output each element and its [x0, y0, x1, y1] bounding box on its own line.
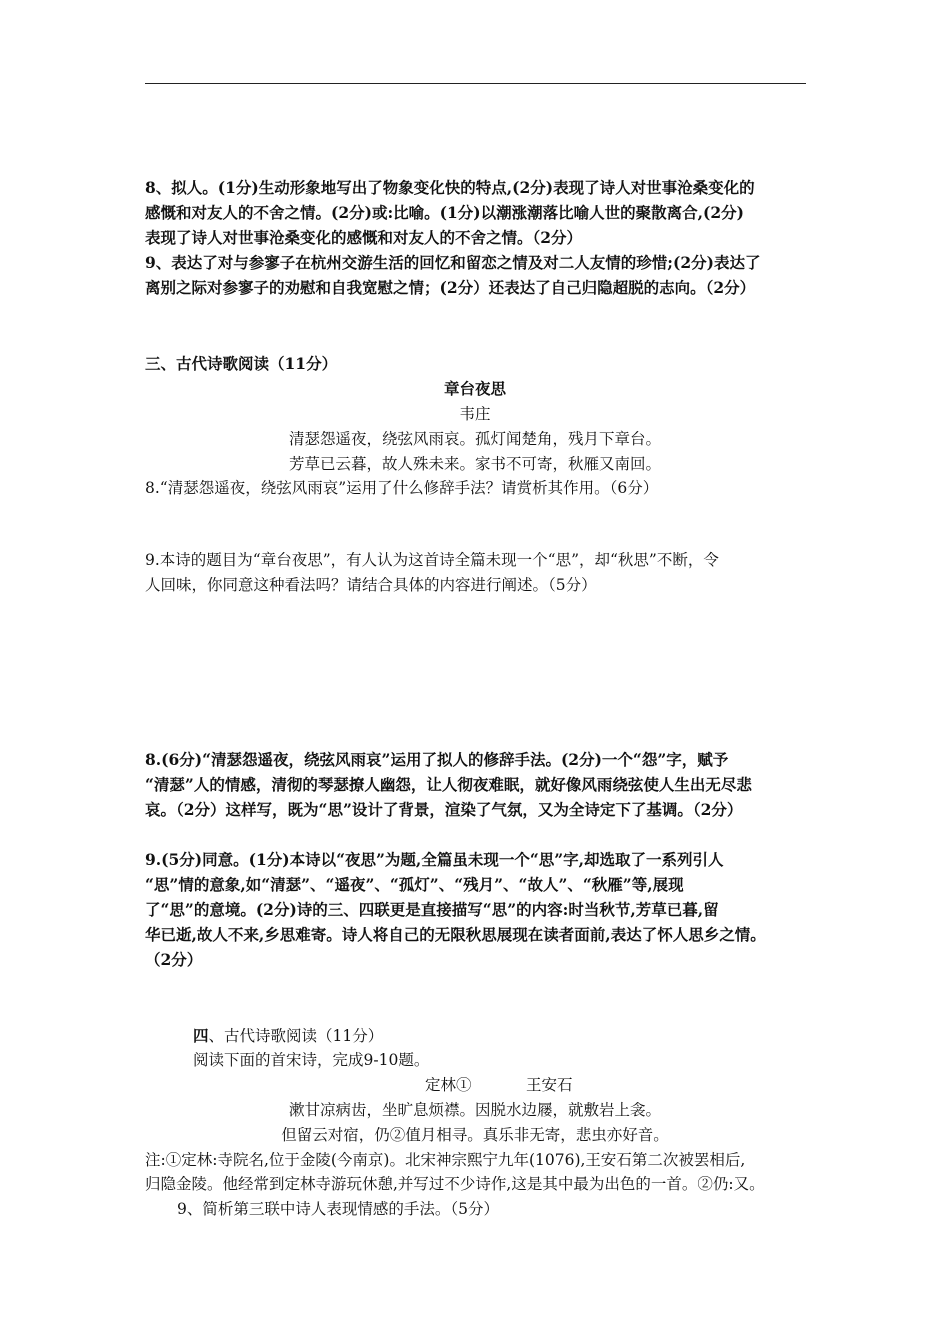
- question-9-line-1: 9.本诗的题目为“章台夜思”，有人认为这首诗全篇未现一个“思”，却“秋思”不断，令: [145, 551, 719, 569]
- answer-8-line-1: 8、拟人。(1分)生动形象地写出了物象变化快的特点,(2分)表现了诗人对世事沧桑变化的: [145, 178, 755, 197]
- poem-2-line-1: 漱甘凉病齿，坐旷息烦襟。因脱水边屦，就敷岩上衾。: [288, 1101, 661, 1119]
- answer-9-detail-line-5: （2分）: [145, 950, 203, 969]
- poem-line-2: 芳草已云暮，故人殊未来。家书不可寄，秋雁又南回。: [288, 455, 661, 473]
- poem-2-author: 王安石: [526, 1076, 573, 1094]
- answer-8-line-3: 表现了诗人对世事沧桑变化的感慨和对友人的不舍之情。（2分）: [145, 228, 583, 247]
- poem-2-line-2: 但留云对宿，仍②值月相寻。真乐非无寄，悲虫亦好音。: [281, 1126, 669, 1144]
- section-4-question-9: 9、简析第三联中诗人表现情感的手法。（5分）: [177, 1200, 499, 1218]
- answer-9-line-2: 离别之际对参寥子的劝慰和自我宽慰之情；(2分）还表达了自己归隐超脱的志向。（2分）: [145, 278, 756, 297]
- section-4-number: 四: [193, 1026, 209, 1045]
- question-8: 8.“清瑟怨遥夜，绕弦风雨哀”运用了什么修辞手法？请赏析其作用。（6分）: [145, 479, 659, 497]
- poem-2-note-line-1: 注:①定林:寺院名,位于金陵(今南京)。北宋神宗熙宁九年(1076),王安石第二次被罢相后,: [145, 1151, 746, 1169]
- answer-9-detail-line-3: 了“思”的意境。(2分)诗的三、四联更是直接描写“思”的内容:时当秋节,芳草已暮,留: [145, 900, 719, 919]
- answer-9-detail-line-2: “思”情的意象,如“清瑟”、“遥夜”、“孤灯”、“残月”、“故人”、“秋雁”等,展现: [145, 875, 684, 894]
- answer-8-detail-line-1: 8.(6分)“清瑟怨遥夜，绕弦风雨哀”运用了拟人的修辞手法。(2分)一个“怨”字，赋予: [145, 750, 729, 769]
- answer-9-detail-line-1: 9.(5分)同意。(1分)本诗以“夜思”为题,全篇虽未现一个“思”字,却选取了一系列引人: [145, 850, 724, 869]
- answer-9-detail-line-4: 华已逝,故人不来,乡思难寄。诗人将自己的无限秋思展现在读者面前,表达了怀人思乡之情。: [145, 925, 766, 944]
- section-4-heading-text: 、古代诗歌阅读（11分）: [208, 1027, 384, 1045]
- poem-title: 章台夜思: [443, 379, 506, 398]
- poem-author: 韦庄: [459, 405, 491, 423]
- section-4-instruction: 阅读下面的首宋诗，完成9-10题。: [193, 1051, 430, 1069]
- answer-8-detail-line-2: “清瑟”人的情感，清彻的琴瑟撩人幽怨，让人彻夜难眠，就好像风雨绕弦使人生出无尽悲: [145, 775, 752, 794]
- answer-8-detail-line-3: 哀。（2分）这样写，既为“思”设计了背景，渲染了气氛，又为全诗定下了基调。（2分）: [145, 800, 743, 819]
- poem-2-note-line-2: 归隐金陵。他经常到定林寺游玩休憩,并写过不少诗作,这是其中最为出色的一首。②仍:又。: [145, 1175, 765, 1193]
- poem-line-1: 清瑟怨遥夜，绕弦风雨哀。孤灯闻楚角，残月下章台。: [288, 430, 661, 448]
- header-rule: [145, 83, 806, 84]
- section-3-heading: 三、古代诗歌阅读（11分）: [145, 354, 338, 373]
- poem-2-title: 定林①: [425, 1076, 472, 1094]
- question-9-line-2: 人回味，你同意这种看法吗？请结合具体的内容进行阐述。（5分）: [145, 576, 597, 594]
- section-4-heading: [193, 1024, 383, 1048]
- answer-9-line-1: 9、表达了对与参寥子在杭州交游生活的回忆和留恋之情及对二人友情的珍惜;(2分)表达了: [145, 253, 761, 272]
- answer-8-line-2: 感慨和对友人的不舍之情。(2分)或:比喻。(1分)以潮涨潮落比喻人世的聚散离合,(2分): [145, 203, 744, 222]
